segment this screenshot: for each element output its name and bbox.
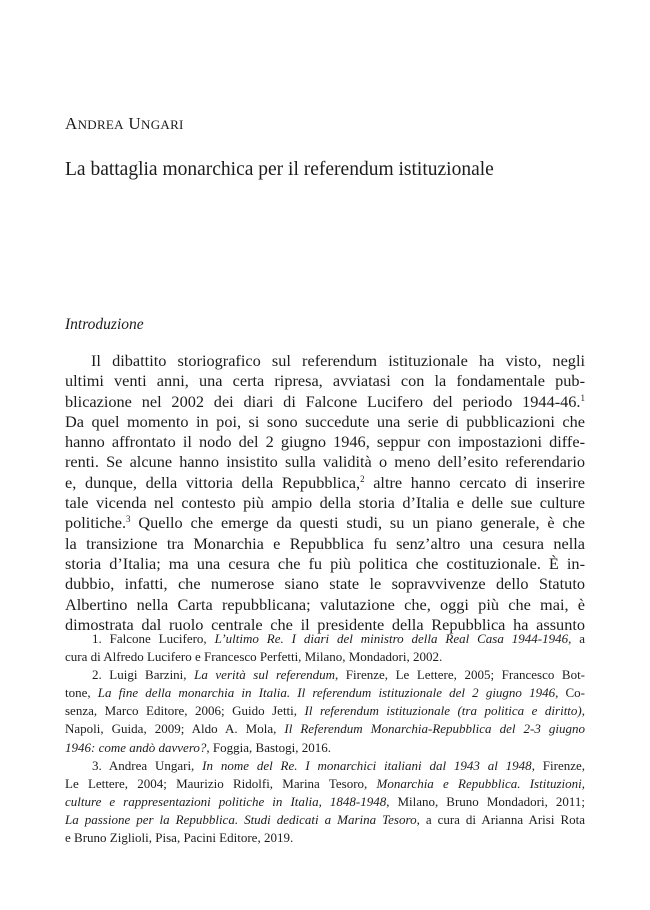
body-line-text: e, dunque, della vittoria della Repubblica,	[65, 472, 361, 492]
author-first-rest: NDREA	[77, 117, 124, 132]
body-line: dimostrata dal ruolo centrale che il presidente della Repubblica ha assunto	[65, 614, 585, 634]
footnote-text: Le Lettere, 2004; Maurizio Ridolfi, Marina Tesoro,	[65, 775, 377, 791]
body-line: Albertino nella Carta repubblicana; valutazione che, oggi più che mai, è	[65, 594, 585, 614]
footnote-3-line: e Bruno Ziglioli, Pisa, Pacini Editore, 2019.	[65, 830, 294, 846]
footnote-text: senza, Marco Editore, 2006; Guido Jetti,	[65, 703, 305, 719]
author-name	[65, 114, 184, 134]
body-line	[65, 392, 585, 412]
footnote-text: , Foggia, Bastogi, 2016.	[206, 739, 331, 755]
body-line-text: Quello che emerge da questi studi, su un piano generale, è che	[130, 513, 585, 533]
body-line	[65, 513, 585, 533]
footnote-1-line: cura di Alfredo Lucifero e Francesco Perfetti, Milano, Mondadori, 2002.	[65, 649, 443, 665]
footnote-2-line	[65, 720, 585, 738]
footnote-text: , Milano, Bruno Mondadori, 2011;	[386, 793, 586, 809]
footnote-3-line	[65, 811, 585, 829]
footnote-text: , a cura di Arianna Arisi Rota	[416, 811, 585, 827]
footnote-text: Napoli, Guida, 2009; Aldo A. Mola,	[65, 721, 285, 737]
footnote-text: , a	[568, 631, 585, 646]
body-line: Il dibattito storiografico sul referendum istituzionale ha visto, negli	[91, 351, 585, 370]
body-line-text: blicazione nel 2002 dei diari di Falcone Lucifero del periodo 1944-46.	[65, 391, 581, 411]
body-line: la transizione tra Monarchia e Repubblica fu senz’altro una cesura nella	[65, 533, 585, 553]
footnote-text: , Firenze,	[531, 757, 586, 773]
author-last-initial: U	[128, 114, 141, 133]
footnote-title: La passione per la Repubblica. Studi dedicati a Marina Tesoro	[65, 811, 417, 827]
footnote-title: Monarchia e Repubblica. Istituzioni,	[376, 775, 585, 791]
footnote-title: In nome del Re. I monarchici italiani dal 1943 al 1948	[202, 757, 532, 773]
footnote-3-line	[65, 757, 585, 775]
author-last-rest: NGARI	[141, 117, 184, 132]
footnote-3-line	[65, 793, 585, 811]
footnote-title: 1946: come andò davvero?	[65, 739, 207, 755]
footnote-text: , Firenze, Le Lettere, 2005; Francesco Bot-	[334, 667, 586, 683]
footnote-title: Il Referendum Monarchia-Repubblica del 2-3 giugno	[284, 721, 585, 737]
body-line: dubbio, infatti, che numerose siano state le sopravvivenze dello Statuto	[65, 574, 585, 594]
footnote-ref-2: 2	[360, 473, 365, 484]
author-first-initial: A	[65, 114, 78, 133]
article-title: La battaglia monarchica per il referendum istituzionale	[65, 159, 494, 180]
section-heading: Introduzione	[65, 316, 144, 333]
footnotes	[65, 630, 585, 847]
footnote-text: tone,	[65, 685, 98, 701]
footnote-text: , Co-	[555, 685, 585, 701]
footnote-text: 2. Luigi Barzini,	[92, 667, 195, 683]
footnote-2-line	[65, 702, 585, 720]
footnote-text: 3. Andrea Ungari,	[92, 757, 203, 773]
footnote-text: 1. Falcone Lucifero,	[92, 631, 215, 646]
body-line: ultimi venti anni, una certa ripresa, avviatasi con la fondamentale pub-	[65, 371, 585, 391]
footnote-title: L’ultimo Re. I diari del ministro della Real Casa 1944-1946	[214, 631, 569, 646]
footnote-3-line	[65, 775, 585, 793]
footnote-title: La fine della monarchia in Italia. Il referendum istituzionale del 2 giugno 1946	[97, 685, 556, 701]
body-line	[65, 473, 585, 493]
footnote-text: ,	[581, 703, 585, 719]
body-line: tale vicenda nel contesto più ampio della storia d’Italia e delle sue culture	[65, 493, 585, 513]
footnote-1-line	[65, 630, 585, 648]
body-line-text: altre hanno cercato di inserire	[364, 472, 585, 492]
body-line: Da quel momento in poi, si sono succedute una serie di pubblicazioni che	[65, 411, 585, 431]
footnote-2-line	[65, 684, 585, 702]
footnote-title: La verità sul referendum	[194, 667, 335, 683]
body-line-text: politiche.	[65, 513, 127, 533]
body-text	[65, 351, 585, 635]
footnote-title: Il referendum istituzionale (tra politica e diritto)	[304, 703, 582, 719]
footnote-ref-3: 3	[126, 514, 131, 525]
body-line: renti. Se alcune hanno insistito sulla validità o meno dell’esito referendario	[65, 452, 585, 472]
body-line: storia d’Italia; ma una cesura che fu più politica che costituzionale. È in-	[65, 553, 585, 573]
footnote-2-line	[65, 739, 585, 757]
footnote-title: culture e rappresentazioni politiche in Italia, 1848-1948	[65, 793, 387, 809]
body-line: hanno affrontato il nodo del 2 giugno 1946, seppur con impostazioni diffe-	[65, 432, 585, 452]
footnote-ref-1: 1	[580, 392, 585, 403]
footnote-2-line	[65, 666, 585, 684]
